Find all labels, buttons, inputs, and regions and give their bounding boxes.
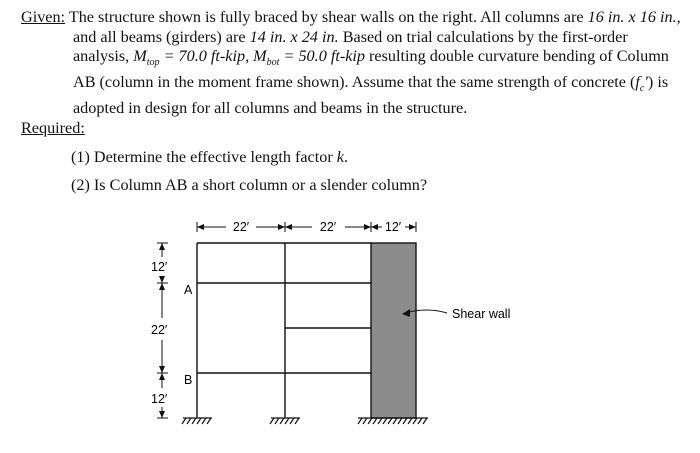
beam-size: 14 in. x 24 in. [249,27,339,46]
supports [182,418,428,424]
dim-left-2: 22′ [151,323,168,337]
dim-left-3: 12′ [151,392,168,406]
required-label: Required: [21,119,85,137]
given-text-4: resulting double curvature bending of Column [365,47,669,66]
column-ab: AB [73,73,96,92]
given-text-6: ) is adopted in design for all columns and beams in the structure. [73,73,669,117]
frame-lines [197,243,371,418]
top-dimension [197,222,416,232]
point-b-label: B [184,373,193,387]
dim-left-1: 12′ [151,260,168,274]
dim-top-2: 22′ [319,220,337,234]
column-size: 16 in. x 16 in. [587,8,677,26]
dim-top-3: 12′ [384,220,402,234]
required-item-2: (2) Is Column AB a short column or a slender column? [71,176,428,194]
required-item-1: (1) Determine the effective length factor k. [71,148,348,166]
given-text-3: Based on trial calculations by the first-order analysis, [73,27,628,66]
dim-top-1: 22′ [232,220,250,234]
given-text-2: , and all beams (girders) are [73,8,681,46]
given-text-5: (column in the moment frame shown). Assume that the same strength of concrete ( [95,73,636,92]
shear-wall [371,243,416,418]
m-top: $M_{top} = 70.0$ ft-kip, [133,47,254,69]
given-label: Given: [21,8,66,26]
fc-symbol: $f_c'$ [635,73,648,95]
given-text-1: The structure shown is fully braced by shear walls on the right. All columns are [65,8,588,26]
point-a-label: A [184,283,193,297]
shear-wall-label: Shear wall [452,307,511,321]
m-bot: $M_{bot} = 50.0$ ft-kip [253,47,365,69]
